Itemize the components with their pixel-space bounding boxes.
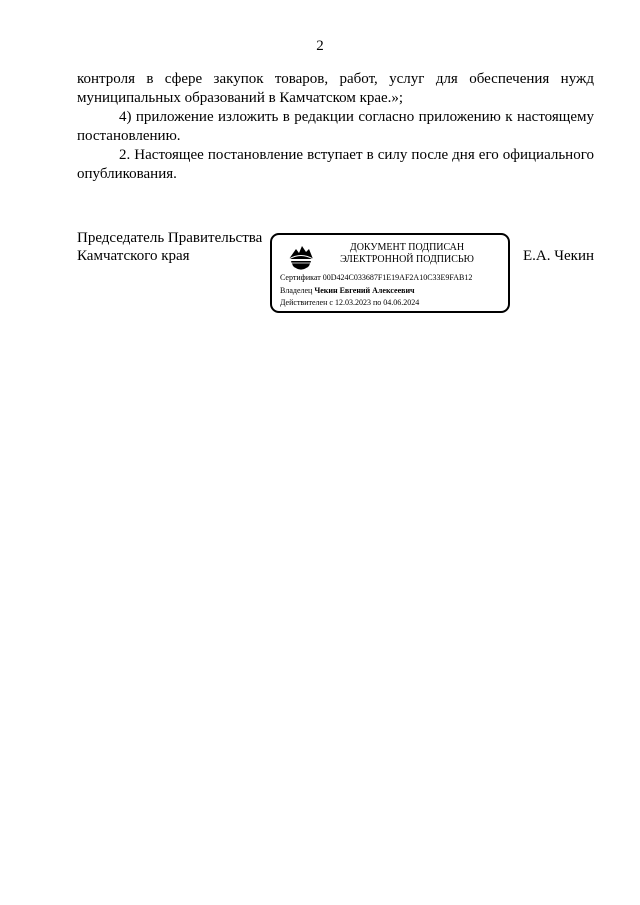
stamp-certificate-value: 00D424C033687F1E19AF2A10C33E9FAB12 — [322, 273, 473, 282]
stamp-title-line-1: ДОКУМЕНТ ПОДПИСАН — [349, 242, 465, 253]
stamp-owner — [280, 286, 415, 296]
stamp-valid-to-prefix: по — [372, 298, 382, 307]
stamp-owner-value: Чекин Евгений Алексеевич — [314, 286, 415, 295]
page-number: 2 — [316, 38, 324, 54]
stamp-certificate-label: Сертификат — [280, 273, 321, 282]
paragraph-continuation: контроля в сфере закупок товаров, работ, услуг для обеспечения нужд муниципальных образований в Камчатском крае.»; — [77, 71, 594, 106]
stamp-owner-label: Владелец — [280, 286, 313, 295]
paragraph-item-4: 4) приложение изложить в редакции согласно приложению к настоящему постановлению. — [77, 109, 594, 144]
stamp-title-line-2: ЭЛЕКТРОННОЙ ПОДПИСЬЮ — [340, 254, 474, 265]
stamp-valid-from: 12.03.2023 — [334, 298, 371, 307]
signer-name: Е.А. Чекин — [523, 248, 594, 264]
stamp-valid-from-prefix: с — [329, 298, 333, 307]
stamp-title — [322, 242, 492, 266]
paragraph-item-2: 2. Настоящее постановление вступает в силу после дня его официального опубликования. — [77, 147, 594, 182]
stamp-validity — [280, 298, 419, 308]
signer-position-line-2: Камчатского края — [77, 248, 190, 264]
signer-position-line-1: Председатель Правительства — [77, 230, 263, 246]
document-body — [77, 70, 594, 184]
stamp-valid-to: 04.06.2024 — [383, 298, 420, 307]
signer-position — [77, 229, 262, 265]
stamp-valid-label: Действителен — [280, 298, 328, 307]
electronic-signature-stamp — [270, 233, 510, 313]
kamchatka-emblem-icon — [286, 243, 316, 275]
stamp-certificate — [280, 273, 472, 283]
